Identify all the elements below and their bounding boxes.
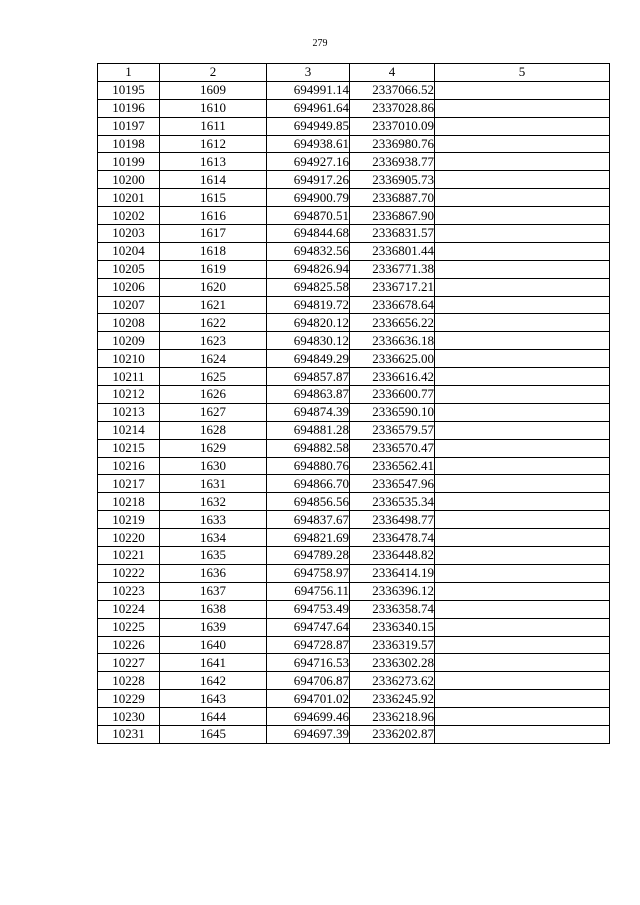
table-row xyxy=(98,600,610,618)
note-cell xyxy=(435,350,610,368)
table-row xyxy=(98,189,610,207)
x-coordinate-cell: 694826.94 xyxy=(267,260,350,278)
note-cell xyxy=(435,618,610,636)
table-row xyxy=(98,672,610,690)
note-cell xyxy=(435,332,610,350)
x-coordinate-cell: 694701.02 xyxy=(267,690,350,708)
x-coordinate-cell: 694991.14 xyxy=(267,81,350,99)
note-cell xyxy=(435,600,610,618)
point-number-cell: 1617 xyxy=(160,225,267,243)
table-row xyxy=(98,278,610,296)
column-header: 5 xyxy=(435,64,610,82)
y-coordinate-cell: 2336616.42 xyxy=(350,368,435,386)
point-number-cell: 1628 xyxy=(160,421,267,439)
point-id-cell: 10230 xyxy=(98,708,160,726)
point-id-cell: 10210 xyxy=(98,350,160,368)
point-number-cell: 1635 xyxy=(160,547,267,565)
table-row xyxy=(98,708,610,726)
table-row xyxy=(98,636,610,654)
note-cell xyxy=(435,386,610,404)
point-number-cell: 1638 xyxy=(160,600,267,618)
point-id-cell: 10203 xyxy=(98,225,160,243)
point-id-cell: 10215 xyxy=(98,439,160,457)
point-id-cell: 10201 xyxy=(98,189,160,207)
note-cell xyxy=(435,242,610,260)
x-coordinate-cell: 694728.87 xyxy=(267,636,350,654)
point-id-cell: 10227 xyxy=(98,654,160,672)
table-row xyxy=(98,457,610,475)
y-coordinate-cell: 2336396.12 xyxy=(350,582,435,600)
y-coordinate-cell: 2336414.19 xyxy=(350,564,435,582)
x-coordinate-cell: 694753.49 xyxy=(267,600,350,618)
column-header: 4 xyxy=(350,64,435,82)
note-cell xyxy=(435,81,610,99)
point-number-cell: 1640 xyxy=(160,636,267,654)
point-id-cell: 10195 xyxy=(98,81,160,99)
table-row xyxy=(98,582,610,600)
table-header-row xyxy=(98,64,610,82)
point-id-cell: 10206 xyxy=(98,278,160,296)
point-number-cell: 1633 xyxy=(160,511,267,529)
table-row xyxy=(98,242,610,260)
y-coordinate-cell: 2336905.73 xyxy=(350,171,435,189)
y-coordinate-cell: 2336771.38 xyxy=(350,260,435,278)
x-coordinate-cell: 694881.28 xyxy=(267,421,350,439)
column-header: 1 xyxy=(98,64,160,82)
point-number-cell: 1621 xyxy=(160,296,267,314)
note-cell xyxy=(435,403,610,421)
table-body xyxy=(98,81,610,743)
y-coordinate-cell: 2337010.09 xyxy=(350,117,435,135)
point-number-cell: 1613 xyxy=(160,153,267,171)
note-cell xyxy=(435,529,610,547)
point-number-cell: 1614 xyxy=(160,171,267,189)
point-id-cell: 10222 xyxy=(98,564,160,582)
point-id-cell: 10228 xyxy=(98,672,160,690)
x-coordinate-cell: 694900.79 xyxy=(267,189,350,207)
point-number-cell: 1636 xyxy=(160,564,267,582)
x-coordinate-cell: 694758.97 xyxy=(267,564,350,582)
point-id-cell: 10207 xyxy=(98,296,160,314)
point-number-cell: 1623 xyxy=(160,332,267,350)
point-id-cell: 10205 xyxy=(98,260,160,278)
note-cell xyxy=(435,207,610,225)
note-cell xyxy=(435,725,610,743)
point-id-cell: 10212 xyxy=(98,386,160,404)
table-row xyxy=(98,332,610,350)
point-id-cell: 10225 xyxy=(98,618,160,636)
y-coordinate-cell: 2336202.87 xyxy=(350,725,435,743)
y-coordinate-cell: 2337028.86 xyxy=(350,99,435,117)
point-number-cell: 1609 xyxy=(160,81,267,99)
point-number-cell: 1630 xyxy=(160,457,267,475)
table-row xyxy=(98,493,610,511)
point-number-cell: 1620 xyxy=(160,278,267,296)
x-coordinate-cell: 694917.26 xyxy=(267,171,350,189)
point-number-cell: 1629 xyxy=(160,439,267,457)
table-row xyxy=(98,529,610,547)
y-coordinate-cell: 2336625.00 xyxy=(350,350,435,368)
x-coordinate-cell: 694747.64 xyxy=(267,618,350,636)
y-coordinate-cell: 2336319.57 xyxy=(350,636,435,654)
note-cell xyxy=(435,171,610,189)
note-cell xyxy=(435,314,610,332)
point-id-cell: 10211 xyxy=(98,368,160,386)
y-coordinate-cell: 2336448.82 xyxy=(350,547,435,565)
point-number-cell: 1627 xyxy=(160,403,267,421)
y-coordinate-cell: 2336801.44 xyxy=(350,242,435,260)
table-row xyxy=(98,654,610,672)
point-id-cell: 10197 xyxy=(98,117,160,135)
y-coordinate-cell: 2336273.62 xyxy=(350,672,435,690)
table-row xyxy=(98,296,610,314)
x-coordinate-cell: 694856.56 xyxy=(267,493,350,511)
y-coordinate-cell: 2336717.21 xyxy=(350,278,435,296)
table-row xyxy=(98,135,610,153)
note-cell xyxy=(435,189,610,207)
column-header: 2 xyxy=(160,64,267,82)
table-row xyxy=(98,403,610,421)
note-cell xyxy=(435,708,610,726)
point-id-cell: 10200 xyxy=(98,171,160,189)
x-coordinate-cell: 694844.68 xyxy=(267,225,350,243)
table-row xyxy=(98,314,610,332)
table-row xyxy=(98,171,610,189)
x-coordinate-cell: 694832.56 xyxy=(267,242,350,260)
point-number-cell: 1624 xyxy=(160,350,267,368)
point-number-cell: 1611 xyxy=(160,117,267,135)
x-coordinate-cell: 694849.29 xyxy=(267,350,350,368)
point-number-cell: 1616 xyxy=(160,207,267,225)
x-coordinate-cell: 694938.61 xyxy=(267,135,350,153)
y-coordinate-cell: 2336498.77 xyxy=(350,511,435,529)
point-id-cell: 10204 xyxy=(98,242,160,260)
y-coordinate-cell: 2336831.57 xyxy=(350,225,435,243)
table-row xyxy=(98,368,610,386)
note-cell xyxy=(435,278,610,296)
point-number-cell: 1631 xyxy=(160,475,267,493)
y-coordinate-cell: 2336590.10 xyxy=(350,403,435,421)
note-cell xyxy=(435,421,610,439)
point-id-cell: 10231 xyxy=(98,725,160,743)
note-cell xyxy=(435,636,610,654)
point-id-cell: 10216 xyxy=(98,457,160,475)
y-coordinate-cell: 2337066.52 xyxy=(350,81,435,99)
x-coordinate-cell: 694961.64 xyxy=(267,99,350,117)
table-row xyxy=(98,99,610,117)
point-number-cell: 1641 xyxy=(160,654,267,672)
point-id-cell: 10208 xyxy=(98,314,160,332)
point-number-cell: 1619 xyxy=(160,260,267,278)
y-coordinate-cell: 2336636.18 xyxy=(350,332,435,350)
point-id-cell: 10217 xyxy=(98,475,160,493)
point-id-cell: 10219 xyxy=(98,511,160,529)
y-coordinate-cell: 2336340.15 xyxy=(350,618,435,636)
point-id-cell: 10202 xyxy=(98,207,160,225)
x-coordinate-cell: 694697.39 xyxy=(267,725,350,743)
y-coordinate-cell: 2336302.28 xyxy=(350,654,435,672)
x-coordinate-cell: 694789.28 xyxy=(267,547,350,565)
y-coordinate-cell: 2336579.57 xyxy=(350,421,435,439)
y-coordinate-cell: 2336218.96 xyxy=(350,708,435,726)
y-coordinate-cell: 2336535.34 xyxy=(350,493,435,511)
x-coordinate-cell: 694756.11 xyxy=(267,582,350,600)
note-cell xyxy=(435,475,610,493)
table-row xyxy=(98,618,610,636)
note-cell xyxy=(435,564,610,582)
table-row xyxy=(98,386,610,404)
point-id-cell: 10220 xyxy=(98,529,160,547)
note-cell xyxy=(435,260,610,278)
y-coordinate-cell: 2336478.74 xyxy=(350,529,435,547)
table-row xyxy=(98,564,610,582)
x-coordinate-cell: 694819.72 xyxy=(267,296,350,314)
page-number: 279 xyxy=(312,38,328,49)
y-coordinate-cell: 2336600.77 xyxy=(350,386,435,404)
y-coordinate-cell: 2336980.76 xyxy=(350,135,435,153)
note-cell xyxy=(435,225,610,243)
note-cell xyxy=(435,493,610,511)
point-id-cell: 10199 xyxy=(98,153,160,171)
point-id-cell: 10223 xyxy=(98,582,160,600)
table-row xyxy=(98,439,610,457)
table-row xyxy=(98,421,610,439)
table-row xyxy=(98,350,610,368)
x-coordinate-cell: 694857.87 xyxy=(267,368,350,386)
x-coordinate-cell: 694866.70 xyxy=(267,475,350,493)
point-id-cell: 10214 xyxy=(98,421,160,439)
y-coordinate-cell: 2336562.41 xyxy=(350,457,435,475)
coordinates-table xyxy=(97,63,610,744)
x-coordinate-cell: 694880.76 xyxy=(267,457,350,475)
point-number-cell: 1610 xyxy=(160,99,267,117)
point-number-cell: 1644 xyxy=(160,708,267,726)
x-coordinate-cell: 694874.39 xyxy=(267,403,350,421)
point-number-cell: 1637 xyxy=(160,582,267,600)
y-coordinate-cell: 2336938.77 xyxy=(350,153,435,171)
x-coordinate-cell: 694870.51 xyxy=(267,207,350,225)
table-row xyxy=(98,725,610,743)
x-coordinate-cell: 694706.87 xyxy=(267,672,350,690)
note-cell xyxy=(435,117,610,135)
table-row xyxy=(98,260,610,278)
x-coordinate-cell: 694699.46 xyxy=(267,708,350,726)
point-number-cell: 1626 xyxy=(160,386,267,404)
note-cell xyxy=(435,690,610,708)
note-cell xyxy=(435,654,610,672)
point-number-cell: 1622 xyxy=(160,314,267,332)
y-coordinate-cell: 2336678.64 xyxy=(350,296,435,314)
table-row xyxy=(98,117,610,135)
table-row xyxy=(98,511,610,529)
point-number-cell: 1625 xyxy=(160,368,267,386)
x-coordinate-cell: 694837.67 xyxy=(267,511,350,529)
y-coordinate-cell: 2336887.70 xyxy=(350,189,435,207)
point-id-cell: 10229 xyxy=(98,690,160,708)
point-number-cell: 1618 xyxy=(160,242,267,260)
table-row xyxy=(98,225,610,243)
point-number-cell: 1634 xyxy=(160,529,267,547)
point-id-cell: 10196 xyxy=(98,99,160,117)
x-coordinate-cell: 694927.16 xyxy=(267,153,350,171)
table-row xyxy=(98,547,610,565)
x-coordinate-cell: 694825.58 xyxy=(267,278,350,296)
note-cell xyxy=(435,135,610,153)
table-row xyxy=(98,690,610,708)
point-number-cell: 1639 xyxy=(160,618,267,636)
x-coordinate-cell: 694882.58 xyxy=(267,439,350,457)
y-coordinate-cell: 2336867.90 xyxy=(350,207,435,225)
point-number-cell: 1643 xyxy=(160,690,267,708)
x-coordinate-cell: 694716.53 xyxy=(267,654,350,672)
table-row xyxy=(98,153,610,171)
point-number-cell: 1632 xyxy=(160,493,267,511)
y-coordinate-cell: 2336656.22 xyxy=(350,314,435,332)
note-cell xyxy=(435,547,610,565)
note-cell xyxy=(435,99,610,117)
point-id-cell: 10226 xyxy=(98,636,160,654)
point-id-cell: 10209 xyxy=(98,332,160,350)
note-cell xyxy=(435,582,610,600)
y-coordinate-cell: 2336570.47 xyxy=(350,439,435,457)
column-header: 3 xyxy=(267,64,350,82)
point-id-cell: 10221 xyxy=(98,547,160,565)
point-number-cell: 1612 xyxy=(160,135,267,153)
x-coordinate-cell: 694949.85 xyxy=(267,117,350,135)
table-row xyxy=(98,207,610,225)
note-cell xyxy=(435,439,610,457)
point-id-cell: 10213 xyxy=(98,403,160,421)
table-row xyxy=(98,475,610,493)
note-cell xyxy=(435,457,610,475)
x-coordinate-cell: 694863.87 xyxy=(267,386,350,404)
note-cell xyxy=(435,296,610,314)
x-coordinate-cell: 694821.69 xyxy=(267,529,350,547)
note-cell xyxy=(435,153,610,171)
point-id-cell: 10198 xyxy=(98,135,160,153)
note-cell xyxy=(435,511,610,529)
point-id-cell: 10224 xyxy=(98,600,160,618)
point-id-cell: 10218 xyxy=(98,493,160,511)
y-coordinate-cell: 2336245.92 xyxy=(350,690,435,708)
note-cell xyxy=(435,368,610,386)
table-row xyxy=(98,81,610,99)
point-number-cell: 1615 xyxy=(160,189,267,207)
y-coordinate-cell: 2336547.96 xyxy=(350,475,435,493)
point-number-cell: 1642 xyxy=(160,672,267,690)
y-coordinate-cell: 2336358.74 xyxy=(350,600,435,618)
point-number-cell: 1645 xyxy=(160,725,267,743)
note-cell xyxy=(435,672,610,690)
x-coordinate-cell: 694820.12 xyxy=(267,314,350,332)
x-coordinate-cell: 694830.12 xyxy=(267,332,350,350)
